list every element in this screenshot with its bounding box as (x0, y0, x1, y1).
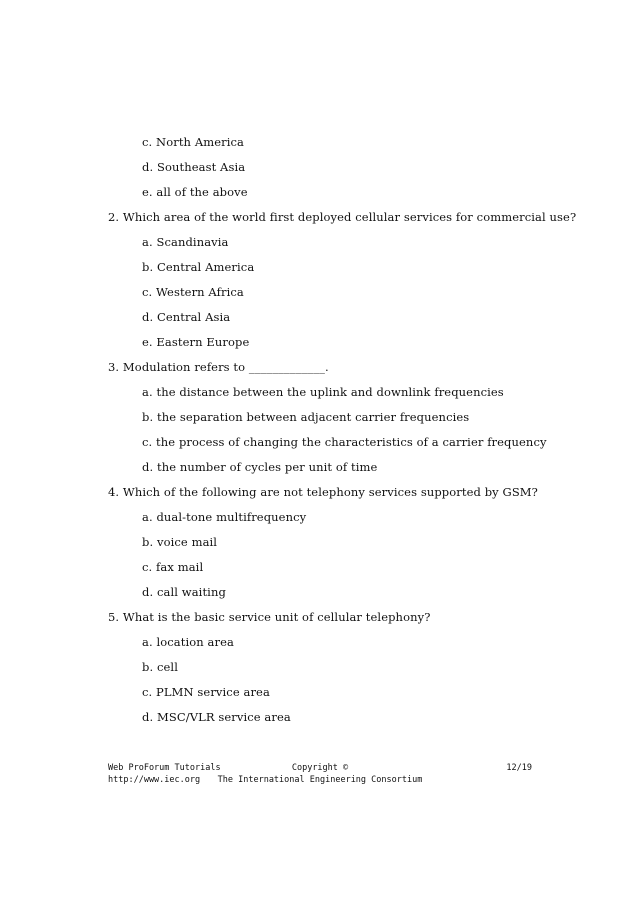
question-3: 3. Modulation refers to _____________. (108, 360, 329, 374)
footer-website-url: http://www.iec.org (108, 775, 201, 785)
option-3b: b. the separation between adjacent carrier frequencies (142, 410, 470, 424)
option-4b: b. voice mail (142, 535, 218, 549)
option-1d: d. Southeast Asia (142, 160, 246, 174)
option-4c: c. fax mail (142, 560, 204, 574)
option-2b: b. Central America (142, 260, 255, 274)
option-5d: d. MSC/VLR service area (142, 710, 291, 724)
footer-center (108, 762, 532, 786)
option-2e: e. Eastern Europe (142, 335, 250, 349)
option-3d: d. the number of cycles per unit of time (142, 460, 378, 474)
footer-copyright: Copyright © (291, 763, 349, 773)
question-5: 5. What is the basic service unit of cellular telephony? (108, 610, 431, 624)
footer-organization: The International Engineering Consortium (217, 775, 423, 785)
footer-page-number: 12/19 (506, 763, 532, 773)
footer-publication-title: Web ProForum Tutorials (108, 763, 221, 773)
option-1c: c. North America (142, 135, 245, 149)
option-5a: a. location area (142, 635, 234, 649)
option-2c: c. Western Africa (142, 285, 244, 299)
option-4d: d. call waiting (142, 585, 226, 599)
option-2d: d. Central Asia (142, 310, 231, 324)
page-footer (108, 762, 532, 788)
quiz-content (108, 132, 577, 732)
option-2a: a. Scandinavia (142, 235, 229, 249)
option-1e: e. all of the above (142, 185, 248, 199)
question-2: 2. Which area of the world first deployed cellular services for commercial use? (108, 210, 577, 224)
option-4a: a. dual-tone multifrequency (142, 510, 307, 524)
question-4: 4. Which of the following are not telephony services supported by GSM? (108, 485, 538, 499)
option-5c: c. PLMN service area (142, 685, 270, 699)
option-5b: b. cell (142, 660, 178, 674)
option-3a: a. the distance between the uplink and downlink frequencies (142, 385, 504, 399)
option-3c: c. the process of changing the characteristics of a carrier frequency (142, 435, 547, 449)
